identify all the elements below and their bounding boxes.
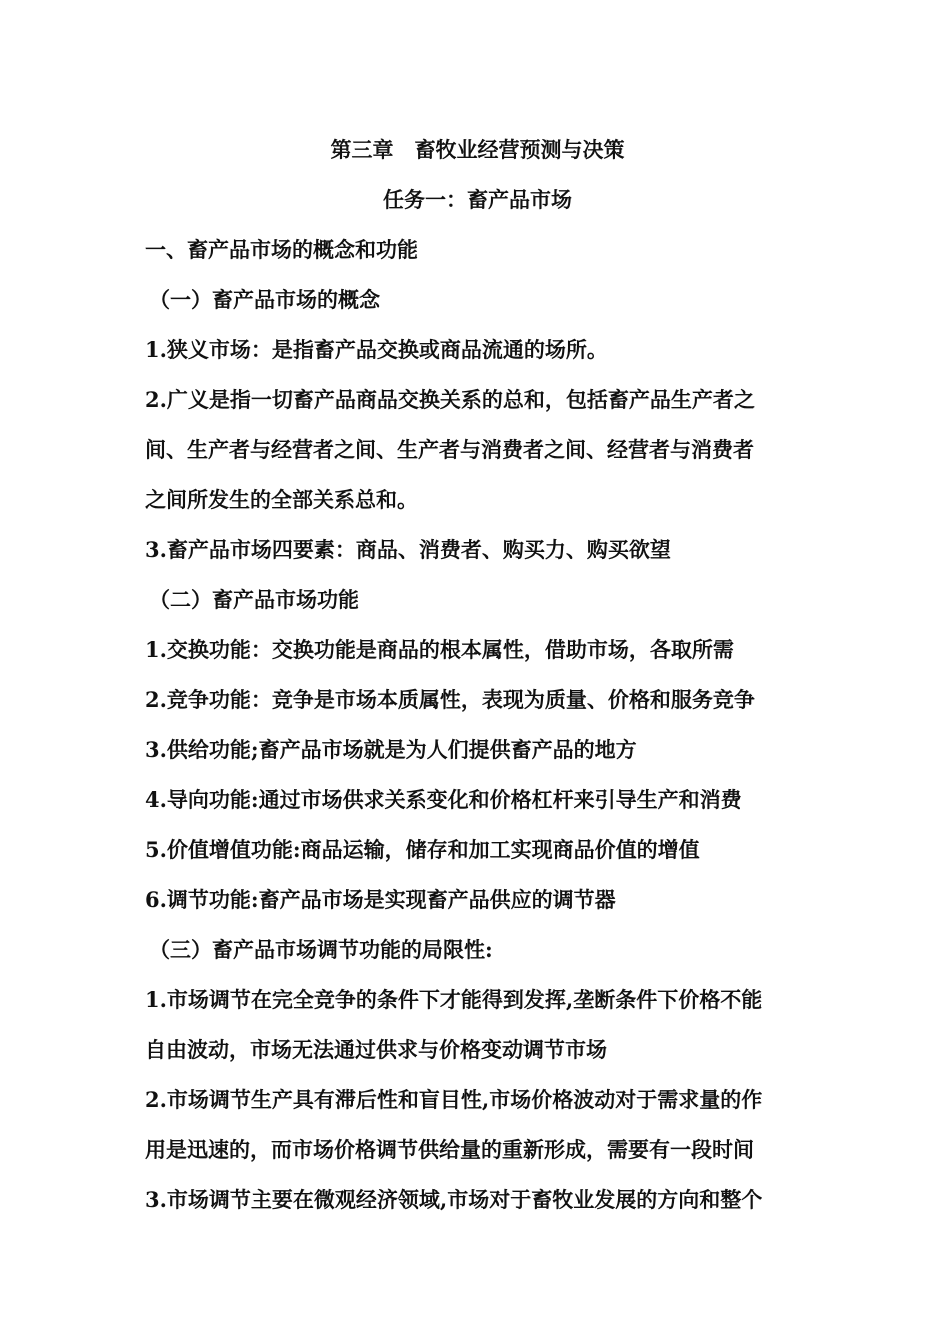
paragraph-line: 4.导向功能:通过市场供求关系变化和价格杠杆来引导生产和消费 (145, 787, 742, 812)
paragraph-line: 1.市场调节在完全竞争的条件下才能得到发挥,垄断条件下价格不能 (145, 987, 763, 1012)
paragraph-line: 5.价值增值功能:商品运输，储存和加工实现商品价值的增值 (145, 837, 700, 862)
paragraph-line: 2.广义是指一切畜产品商品交换关系的总和，包括畜产品生产者之 (145, 387, 755, 412)
section-heading: 一、畜产品市场的概念和功能 (145, 237, 418, 262)
subsection-heading: （二）畜产品市场功能 (149, 587, 359, 612)
paragraph-line: 2.竞争功能：竞争是市场本质属性，表现为质量、价格和服务竞争 (145, 687, 755, 712)
paragraph-line: 1.狭义市场：是指畜产品交换或商品流通的场所。 (145, 337, 608, 362)
paragraph-line: 自由波动，市场无法通过供求与价格变动调节市场 (145, 1037, 607, 1062)
paragraph-line: 3.市场调节主要在微观经济领域,市场对于畜牧业发展的方向和整个 (145, 1187, 763, 1212)
chapter-title: 第三章 畜牧业经营预测与决策 (330, 137, 625, 162)
paragraph-line: 3.畜产品市场四要素：商品、消费者、购买力、购买欲望 (145, 537, 671, 562)
paragraph-line: 2.市场调节生产具有滞后性和盲目性,市场价格波动对于需求量的作 (145, 1087, 763, 1112)
document-body (145, 125, 810, 1225)
paragraph-line: 用是迅速的，而市场价格调节供给量的重新形成，需要有一段时间 (145, 1137, 754, 1162)
paragraph-line: 6.调节功能:畜产品市场是实现畜产品供应的调节器 (145, 887, 616, 912)
subsection-heading: （三）畜产品市场调节功能的局限性: (149, 937, 493, 962)
subsection-heading: （一）畜产品市场的概念 (149, 287, 380, 312)
task-title: 任务一：畜产品市场 (383, 187, 572, 212)
paragraph-line: 1.交换功能：交换功能是商品的根本属性，借助市场，各取所需 (145, 637, 734, 662)
paragraph-line: 间、生产者与经营者之间、生产者与消费者之间、经营者与消费者 (145, 437, 754, 462)
paragraph-line: 3.供给功能;畜产品市场就是为人们提供畜产品的地方 (145, 737, 637, 762)
paragraph-line: 之间所发生的全部关系总和。 (145, 487, 418, 512)
